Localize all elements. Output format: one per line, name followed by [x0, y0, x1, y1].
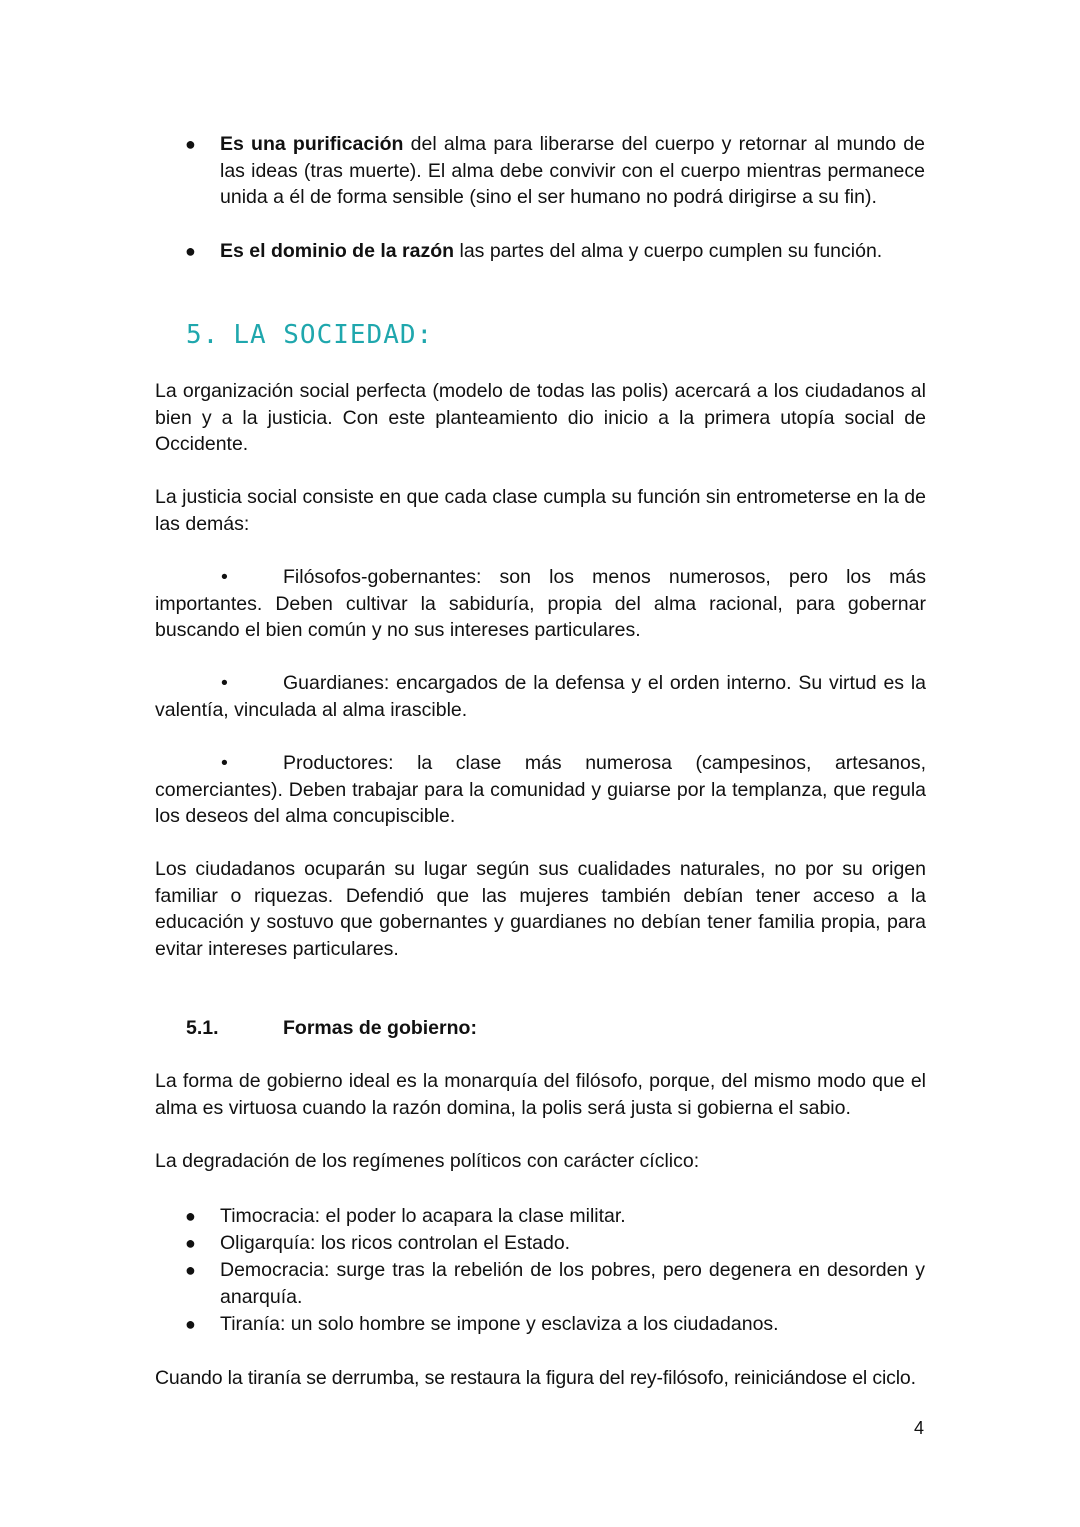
- page-number: 4: [914, 1418, 925, 1438]
- class-text: Filósofos-gobernantes: son los menos numerosos, pero los más importantes. Deben cultivar la sabiduría, propia del alma racional, para gobernar buscando el bien común y no sus intereses particulares.: [155, 566, 926, 641]
- class-productores: [155, 750, 926, 830]
- subsection-number: 5.1.: [186, 1017, 219, 1039]
- section-title: LA SOCIEDAD:: [233, 320, 434, 350]
- class-bullet: •: [221, 672, 228, 694]
- bullet-bold-text: Es el dominio de la razón: [220, 240, 455, 262]
- paragraph-gobierno-ideal: La forma de gobierno ideal es la monarquía del filósofo, porque, del mismo modo que el alma es virtuosa cuando la razón domina, la polis será justa si gobierna el sabio.: [155, 1070, 926, 1119]
- paragraph-justicia-social: La justicia social consiste en que cada clase cumpla su función sin entrometerse en la de las demás:: [155, 486, 926, 535]
- section-number: 5.: [186, 320, 220, 350]
- bullet-dot: [185, 131, 197, 158]
- paragraph-degradacion: La degradación de los regímenes políticos con carácter cíclico:: [155, 1150, 700, 1172]
- list-item-democracia: Democracia: surge tras la rebelión de los pobres, pero degenera en desorden y anarquía.: [220, 1259, 925, 1308]
- bullet-dot: [185, 238, 197, 265]
- class-text: Guardianes: encargados de la defensa y el orden interno. Su virtud es la valentía, vinculada al alma irascible.: [155, 672, 926, 721]
- list-item-oligarquia: Oligarquía: los ricos controlan el Estado.: [220, 1232, 571, 1254]
- bullet-dot: [185, 1203, 197, 1230]
- bullet-dot: [185, 1257, 197, 1284]
- paragraph-ciclo: Cuando la tiranía se derrumba, se restaura la figura del rey-filósofo, reiniciándose el ciclo.: [155, 1367, 916, 1389]
- class-bullet: •: [221, 566, 228, 588]
- bullet-purificacion: [220, 131, 925, 211]
- paragraph-organizacion: La organización social perfecta (modelo de todas las polis) acercará a los ciudadanos al bien y a la justicia. Con este planteamiento dio inicio a la primera utopía social de Occidente.: [155, 380, 926, 455]
- list-item-tirania: Tiranía: un solo hombre se impone y esclaviza a los ciudadanos.: [220, 1313, 779, 1335]
- bullet-dot: [185, 1230, 197, 1257]
- paragraph-ciudadanos: Los ciudadanos ocuparán su lugar según sus cualidades naturales, no por su origen familiar o riquezas. Defendió que las mujeres también debían tener acceso a la educación y sostuvo que gobernantes y guardianes no debían tener familia propia, para evitar intereses particulares.: [155, 858, 926, 960]
- class-guardianes: [155, 670, 926, 723]
- class-bullet: •: [221, 752, 228, 774]
- section-heading: [186, 318, 433, 352]
- bullet-text: las partes del alma y cuerpo cumplen su función.: [454, 240, 883, 262]
- bullet-bold-text: Es una purificación: [220, 133, 404, 155]
- bullet-dot: [185, 1311, 197, 1338]
- class-text: Productores: la clase más numerosa (campesinos, artesanos, comerciantes). Deben trabajar para la comunidad y guiarse por la templanza, que regula los deseos del alma concupiscible.: [155, 752, 926, 827]
- bullet-text: del alma para liberarse del cuerpo y retornar al mundo de las ideas (tras muerte). El alma debe convivir con el cuerpo mientras permanece unida a él de forma sensible (sino el ser humano no podrá dirigirse a su fin).: [220, 133, 925, 208]
- list-item-timocracia: Timocracia: el poder lo acapara la clase militar.: [220, 1205, 626, 1227]
- bullet-dominio-razon: [220, 238, 925, 265]
- subsection-title: Formas de gobierno:: [283, 1017, 477, 1039]
- class-filosofos: [155, 564, 926, 644]
